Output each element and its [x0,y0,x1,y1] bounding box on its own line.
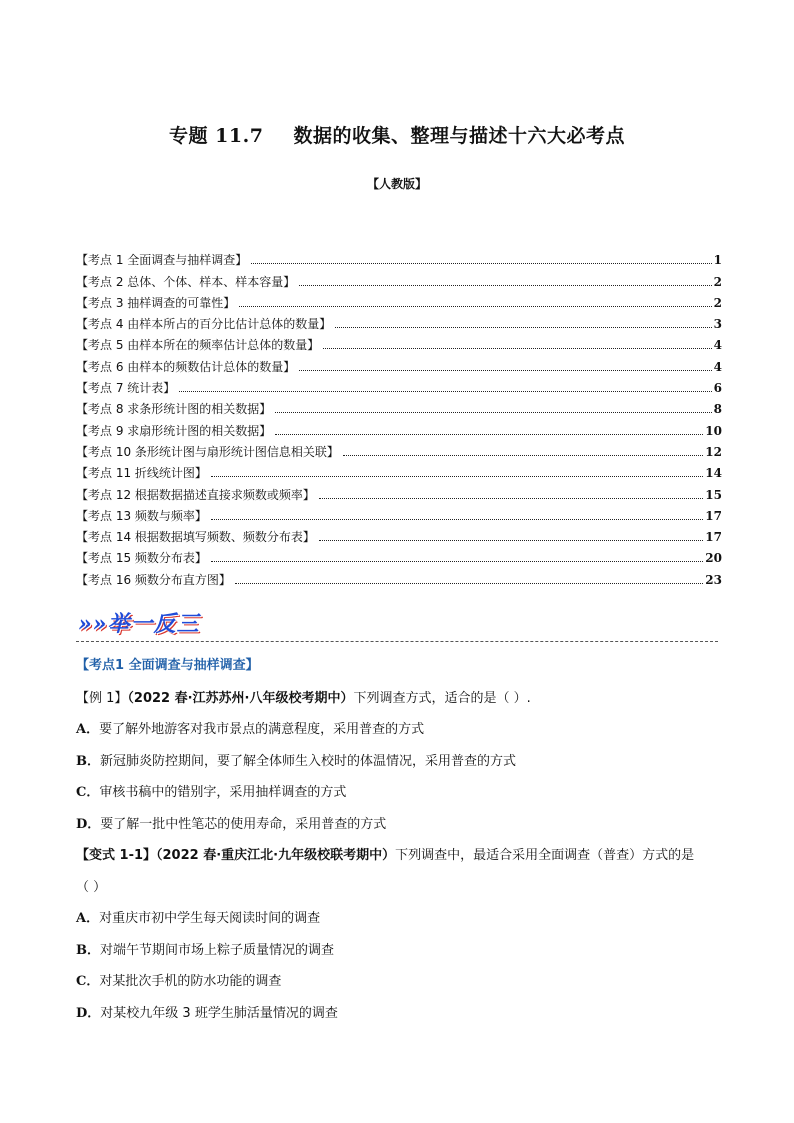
toc-leader-dots [319,540,703,541]
toc-page-number: 15 [705,487,722,502]
option-text: 对端午节期间市场上粽子质量情况的调查 [100,942,335,958]
option-letter: D． [76,1005,101,1021]
toc-entry-label: 【考点 14 根据数据填写频数、频数分布表】 [76,530,315,545]
toc-page-number: 4 [713,338,722,353]
toc-leader-dots [323,348,711,349]
toc-entry-label: 【考点 7 统计表】 [76,381,176,396]
toc-entry[interactable] [76,523,722,544]
toc-leader-dots [299,285,711,286]
toc-entry[interactable] [76,459,722,480]
option-text: 要了解外地游客对我市景点的满意程度，采用普查的方式 [99,722,425,737]
toc-leader-dots [319,498,703,499]
toc-page-number: 3 [713,317,722,332]
option-text: 要了解一批中性笔芯的使用寿命，采用普查的方式 [100,816,387,832]
toc-page-number: 1 [713,253,722,268]
toc-entry-label: 【考点 11 折线统计图】 [76,466,207,481]
toc-entry-label: 【考点 13 频数与频率】 [76,508,207,523]
option-letter: D． [76,816,101,832]
toc-entry[interactable] [76,438,722,459]
example-source: （2022 春·江苏苏州·八年级校考期中） [127,691,354,706]
toc-page-number: 23 [705,572,722,587]
toc-leader-dots [235,583,703,584]
toc-page-number: 12 [705,444,722,459]
title-number: 专题 11.7 [169,125,264,147]
example-question [76,690,531,708]
toc-entry[interactable] [76,416,722,437]
toc-entry[interactable] [76,246,722,267]
answer-option [76,721,424,739]
toc-entry[interactable] [76,480,722,501]
toc-entry-label: 【考点 5 由样本所在的频率估计总体的数量】 [76,338,320,353]
answer-option [76,942,334,960]
toc-leader-dots [211,476,703,477]
section-banner [76,604,718,644]
option-letter: A． [76,722,100,737]
variant-question [76,847,694,865]
toc-page-number: 17 [705,508,722,523]
toc-entry[interactable] [76,395,722,416]
toc-entry[interactable] [76,289,722,310]
toc-entry[interactable] [76,267,722,288]
option-letter: C． [76,785,100,800]
toc-leader-dots [211,561,703,562]
toc-entry[interactable] [76,352,722,373]
toc-page-number: 4 [713,359,722,374]
option-letter: C． [76,974,100,989]
toc-page-number: 10 [705,423,722,438]
option-letter: B． [76,753,100,769]
toc-entry-label: 【考点 15 频数分布表】 [76,551,207,566]
answer-option [76,816,386,834]
toc-entry-label: 【考点 1 全面调查与抽样调查】 [76,253,248,268]
variant-source: （2022 春·重庆江北·九年级校联考期中） [156,848,396,863]
variant-question-blank: （ ） [76,880,107,895]
option-text: 对某批次手机的防水功能的调查 [99,974,282,989]
toc-page-number: 2 [713,274,722,289]
table-of-contents [76,246,722,587]
option-text: 新冠肺炎防控期间，要了解全体师生入校时的体温情况，采用普查的方式 [100,753,517,769]
answer-option [76,910,320,928]
toc-leader-dots [275,412,711,413]
toc-leader-dots [211,519,703,520]
toc-leader-dots [251,263,711,264]
answer-option [76,753,516,771]
option-letter: A． [76,911,100,926]
option-letter: B． [76,942,100,958]
toc-page-number: 20 [705,551,722,566]
option-text: 对重庆市初中学生每天阅读时间的调查 [99,911,321,926]
toc-entry[interactable] [76,310,722,331]
toc-entry-label: 【考点 9 求扇形统计图的相关数据】 [76,423,272,438]
toc-entry-label: 【考点 8 求条形统计图的相关数据】 [76,402,272,417]
toc-page-number: 6 [713,381,722,396]
toc-leader-dots [335,327,711,328]
banner-title: »»举一反三 [78,611,200,637]
variant-prefix: 【变式 1-1】 [76,848,157,863]
toc-entry-label: 【考点 10 条形统计图与扇形统计图信息相关联】 [76,444,339,459]
answer-option [76,784,346,802]
toc-entry-label: 【考点 6 由样本的频数估计总体的数量】 [76,359,296,374]
toc-entry[interactable] [76,502,722,523]
toc-entry[interactable] [76,544,722,565]
toc-page-number: 8 [713,402,722,417]
toc-leader-dots [179,391,711,392]
section-heading: 【考点1 全面调查与抽样调查】 [76,658,259,673]
dashed-divider [76,641,718,642]
toc-leader-dots [343,455,703,456]
toc-page-number: 2 [713,295,722,310]
toc-leader-dots [299,370,711,371]
document-title [0,121,794,148]
example-stem: 下列调查方式，适合的是（ ）. [353,691,531,706]
toc-entry[interactable] [76,565,722,586]
toc-entry-label: 【考点 3 抽样调查的可靠性】 [76,295,236,310]
title-text: 数据的收集、整理与描述十六大必考点 [293,125,625,147]
toc-entry[interactable] [76,374,722,395]
option-text: 审核书稿中的错别字，采用抽样调查的方式 [99,785,347,800]
example-prefix: 【例 1】 [76,691,128,706]
toc-leader-dots [239,306,711,307]
toc-page-number: 17 [705,530,722,545]
answer-option [76,973,281,991]
toc-entry-label: 【考点 16 频数分布直方图】 [76,572,231,587]
option-text: 对某校九年级 3 班学生肺活量情况的调查 [100,1005,338,1021]
variant-stem: 下列调查中，最适合采用全面调查（普查）方式的是 [395,848,695,863]
answer-option [76,1005,338,1023]
edition-label: 【人教版】 [366,177,427,191]
toc-entry-label: 【考点 4 由样本所占的百分比估计总体的数量】 [76,317,332,332]
toc-page-number: 14 [705,466,722,481]
toc-entry-label: 【考点 2 总体、个体、样本、样本容量】 [76,274,296,289]
toc-entry-label: 【考点 12 根据数据描述直接求频数或频率】 [76,487,315,502]
toc-leader-dots [275,434,703,435]
toc-entry[interactable] [76,331,722,352]
